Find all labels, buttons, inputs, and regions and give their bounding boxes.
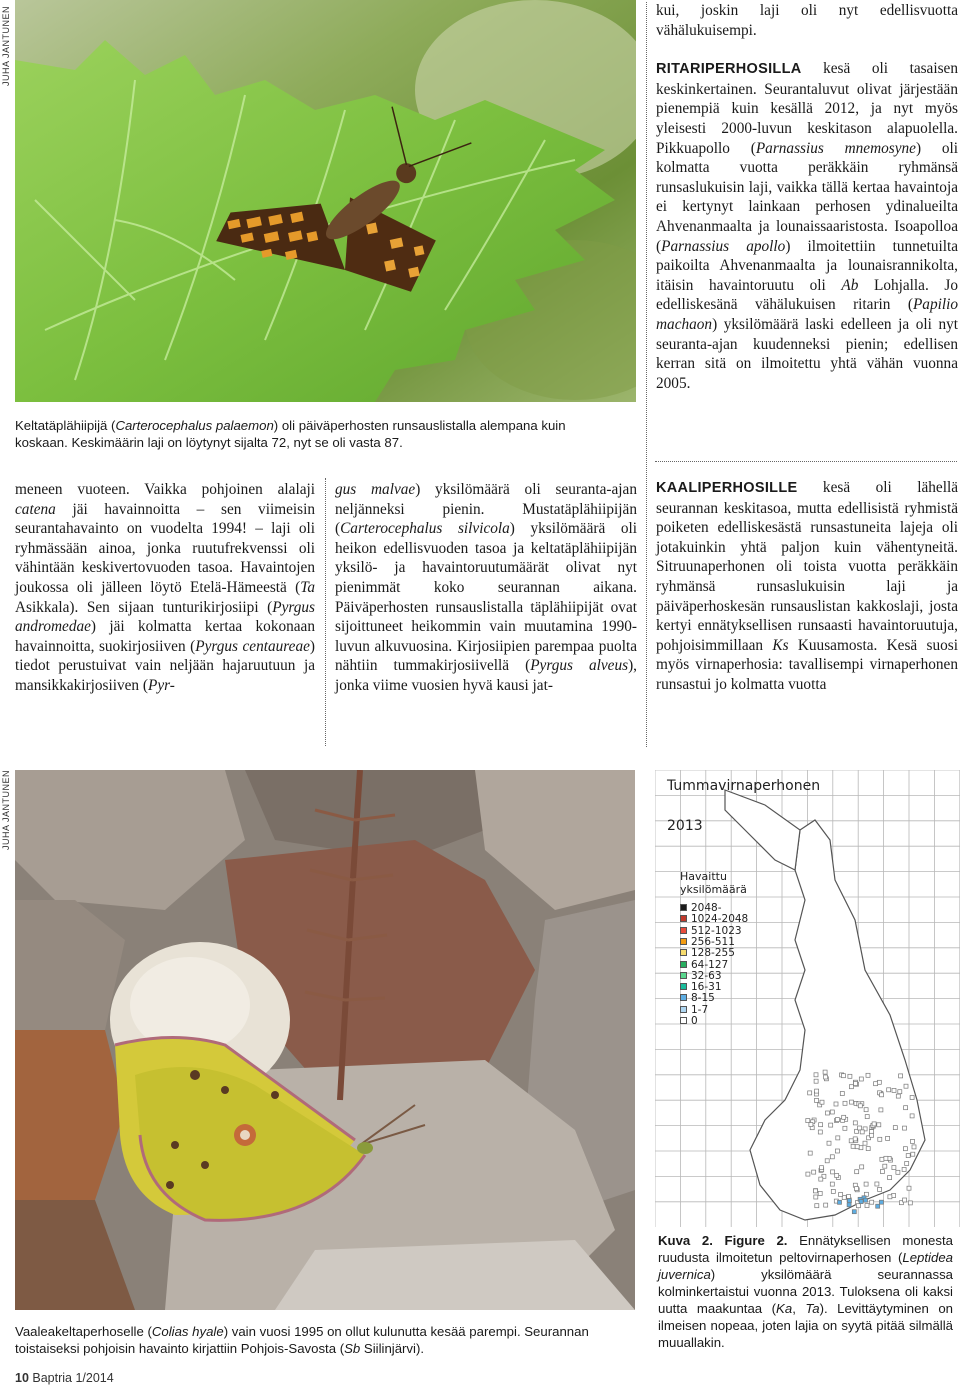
map-square bbox=[831, 1170, 835, 1174]
photo-yellow-butterfly-on-stones bbox=[15, 770, 635, 1310]
map-square bbox=[855, 1145, 859, 1149]
body-text: ) yksilömäärä oli heikon edellisvuoden tasoa ja keltatäplähiipijän yksilö- ja havaintoruutumäärät olivat nyt pienimmät koko seurannan aikana. Päiväperhosten runsauslistalla täplähiipijät ovat sijoittuneet heikommin vain muutamina 1990-luvun alkuvuosina. Kirjosiipien parempaa puolta nähtiin tummakirjosiivellä ( bbox=[335, 520, 637, 675]
latin-name: Parnassius apollo bbox=[661, 237, 786, 255]
map-square bbox=[820, 1100, 824, 1104]
figure-label: Kuva 2. Figure 2. bbox=[658, 1233, 788, 1248]
legend-swatch bbox=[680, 915, 687, 922]
photo-credit-top: JUHA JANTUNEN bbox=[1, 5, 11, 86]
map-square bbox=[853, 1137, 857, 1141]
region-abbr: Ta bbox=[300, 578, 315, 596]
map-square bbox=[866, 1147, 870, 1151]
map-square bbox=[896, 1170, 900, 1174]
map-square bbox=[910, 1114, 914, 1118]
map-square bbox=[912, 1145, 916, 1149]
map-square bbox=[842, 1115, 846, 1119]
caption-latin-name: Colias hyale bbox=[151, 1324, 224, 1339]
map-square bbox=[855, 1187, 859, 1191]
map-square bbox=[814, 1195, 818, 1199]
legend-label: 512-1023 bbox=[691, 924, 742, 937]
map-square bbox=[888, 1195, 892, 1199]
map-square bbox=[864, 1182, 868, 1186]
paragraph: kui, joskin laji oli nyt edellisvuotta vähälukuisempi. bbox=[656, 2, 958, 39]
text-column-3 bbox=[656, 478, 958, 695]
map-square-observed bbox=[847, 1203, 851, 1207]
photo-credit-bottom: JUHA JANTUNEN bbox=[1, 769, 11, 850]
map-legend bbox=[680, 902, 790, 1032]
legend-label: 0 bbox=[691, 1015, 698, 1027]
map-square bbox=[875, 1182, 879, 1186]
map-square bbox=[872, 1122, 876, 1126]
body-text: ) ilmoitettiin tunnetuilta paikoilta Ahvenanmaalta ja lounaisrannikolta, itäisin havaintoruutu oli bbox=[656, 237, 959, 294]
map-square bbox=[884, 1156, 888, 1160]
caption-text: Ennätyksellisen monesta ruudusta ilmoitetun peltovirnaperhosen ( bbox=[658, 1233, 953, 1265]
paragraph-kaaliperhoset bbox=[656, 478, 958, 695]
map-square bbox=[858, 1104, 862, 1108]
latin-name: Papilio machaon bbox=[656, 296, 958, 333]
body-text: ) yksilömäärä oli seuranta-ajan neljänneksi pienin. Mustatäplähiipijän ( bbox=[335, 481, 637, 538]
map-square bbox=[827, 1141, 831, 1145]
map-square bbox=[863, 1141, 867, 1145]
legend-swatch bbox=[680, 1006, 687, 1013]
caption-text: , bbox=[792, 1301, 806, 1316]
legend-swatch bbox=[680, 938, 687, 945]
paragraph-ritariperhoset bbox=[656, 59, 958, 393]
latin-name: Pyrgus alveus bbox=[530, 657, 629, 675]
map-square-observed bbox=[879, 1200, 883, 1204]
figure-caption bbox=[658, 1232, 953, 1351]
caption-text: Siilinjärvi). bbox=[360, 1341, 425, 1356]
map-square bbox=[907, 1186, 911, 1190]
map-square bbox=[883, 1164, 887, 1168]
map-square-observed bbox=[876, 1204, 880, 1208]
map-square bbox=[808, 1091, 812, 1095]
map-square bbox=[903, 1126, 907, 1130]
latin-name: gus malvae bbox=[335, 481, 416, 498]
body-text: kesä oli tasaisen keskinkertainen. Seurantaluvut olivat järjestään pienempiä kuin kesällä 2012, ja nyt myös yleisesti 2000-luvun keskitason alapuolella. Pikkuapollo ( bbox=[656, 60, 958, 157]
map-square bbox=[910, 1096, 914, 1100]
latin-name: Pyrgus centaureae bbox=[195, 637, 310, 655]
caption-region-abbr: Ta bbox=[805, 1301, 820, 1316]
map-square bbox=[830, 1110, 834, 1114]
map-square bbox=[824, 1075, 828, 1079]
map-square bbox=[820, 1166, 824, 1170]
map-square bbox=[849, 1085, 853, 1089]
map-square bbox=[870, 1200, 874, 1204]
map-square bbox=[904, 1084, 908, 1088]
map-square bbox=[814, 1189, 818, 1193]
map-square bbox=[814, 1079, 818, 1083]
map-square bbox=[880, 1170, 884, 1174]
caption-text: ) vain vuosi 1995 on ollut kulunutta kesää parempi. Seurannan toistaiseksi pohjoisin havainto kirjattiin Pohjois-Savosta ( bbox=[15, 1324, 589, 1356]
map-square bbox=[858, 1126, 862, 1130]
text-column-1 bbox=[15, 480, 315, 696]
map-square bbox=[823, 1070, 827, 1074]
section-divider bbox=[655, 461, 957, 462]
latin-name: Pyr- bbox=[147, 676, 175, 694]
journal-name: Baptria 1/2014 bbox=[32, 1371, 114, 1385]
map-square bbox=[887, 1088, 891, 1092]
caption-latin-name: Carterocephalus palaemon bbox=[115, 418, 274, 433]
map-square bbox=[864, 1108, 868, 1112]
caption-text: ) oli päiväperhosten runsauslistalla alempana kuin koskaan. Keskimäärin laji on löytynyt sijalta 72, nyt se oli vasta 87. bbox=[15, 418, 566, 450]
map-square bbox=[835, 1174, 839, 1178]
body-text: Lohjalla. Jo edelliskesänä vähälukuisen ritarin ( bbox=[656, 276, 958, 314]
legend-swatch bbox=[680, 961, 687, 968]
map-square bbox=[905, 1162, 909, 1166]
map-square bbox=[825, 1159, 829, 1163]
section-lead: RITARIPERHOSILLA bbox=[656, 61, 802, 78]
latin-name: catena bbox=[15, 500, 56, 518]
map-square bbox=[835, 1149, 839, 1153]
map-square bbox=[865, 1204, 869, 1208]
legend-label: 8-15 bbox=[691, 992, 715, 1005]
map-square-observed bbox=[847, 1199, 851, 1203]
latin-name: Carterocephalus silvicola bbox=[340, 520, 510, 538]
map-square bbox=[856, 1204, 860, 1208]
paragraph bbox=[335, 480, 637, 696]
caption-latin-name: Leptidea juvernica bbox=[658, 1250, 953, 1282]
map-square-observed bbox=[864, 1198, 868, 1202]
map-square-observed bbox=[859, 1200, 863, 1204]
map-square bbox=[859, 1077, 863, 1081]
map-square bbox=[893, 1126, 897, 1130]
map-square bbox=[855, 1170, 859, 1174]
map-square bbox=[815, 1089, 819, 1093]
body-text: Asikkala). Sen sijaan tunturikirjosiipi ( bbox=[15, 598, 273, 616]
legend-label: 32-63 bbox=[691, 969, 722, 982]
map-square bbox=[911, 1139, 915, 1143]
map-square bbox=[830, 1182, 834, 1186]
page-footer bbox=[15, 1371, 114, 1385]
legend-label: 1024-2048 bbox=[691, 913, 749, 926]
map-square bbox=[836, 1136, 840, 1140]
map-square bbox=[892, 1088, 896, 1092]
map-title: Tummavirnaperhonen bbox=[667, 778, 821, 794]
map-square bbox=[840, 1092, 844, 1096]
map-square bbox=[866, 1073, 870, 1077]
map-square bbox=[843, 1101, 847, 1105]
map-square bbox=[898, 1090, 902, 1094]
page-number: 10 bbox=[15, 1371, 29, 1385]
map-square bbox=[878, 1137, 882, 1141]
body-text: ) yksilömäärä laski edelleen ja oli nyt seuranta-ajan kuudenneksi pienin; edellisen kerran sitä on ilmoitettu yhtä vähän vuonna 2005. bbox=[656, 315, 958, 392]
map-square bbox=[903, 1198, 907, 1202]
photo-caption-top bbox=[15, 417, 620, 451]
legend-swatch bbox=[680, 983, 687, 990]
body-text: meneen vuoteen. Vaikka pohjoinen alalaji bbox=[15, 481, 315, 498]
map-square bbox=[814, 1073, 818, 1077]
map-square bbox=[880, 1157, 884, 1161]
body-text: ) jäi kolmatta kertaa kokonaan havainnoitta, suokirjosiiven ( bbox=[15, 618, 315, 655]
photo-caption-bottom bbox=[15, 1323, 635, 1357]
text-column-2 bbox=[335, 480, 637, 696]
section-lead: KAALIPERHOSILLE bbox=[656, 480, 798, 496]
map-square bbox=[906, 1154, 910, 1158]
map-square bbox=[841, 1074, 845, 1078]
body-text: ) tiedot perustuivat vain neljään hajaruutuun ja mansikkakirjosiiven ( bbox=[15, 637, 316, 694]
map-square bbox=[850, 1100, 854, 1104]
map-square bbox=[865, 1115, 869, 1119]
legend-label: 64-127 bbox=[691, 958, 729, 971]
legend-swatch bbox=[680, 972, 687, 979]
map-square bbox=[824, 1203, 828, 1207]
legend-label: 1-7 bbox=[691, 1003, 709, 1016]
text-column-right-top bbox=[656, 1, 958, 393]
caption-text: ) yksilömäärä seurannassa kolminkertaistui vuonna 2013. Tuloksena oli kaksi uutta maakuntaa ( bbox=[658, 1267, 953, 1316]
map-square bbox=[806, 1119, 810, 1123]
body-text: ) oli kolmatta vuotta peräkkäin ryhmänsä runsaslukuisin laji, vaikka tällä kertaa havaintoja ei kertynyt lainkaan perhosen ydinalueilta Ahvenanmaalta ja lounaissaaristosta. Isoapolloa ( bbox=[656, 139, 959, 255]
map-square bbox=[911, 1152, 915, 1156]
legend-label: 16-31 bbox=[691, 981, 722, 994]
legend-swatch bbox=[680, 1017, 687, 1024]
caption-region-abbr: Sb bbox=[344, 1341, 361, 1356]
map-square bbox=[853, 1121, 857, 1125]
map-square bbox=[818, 1130, 822, 1134]
caption-text: Keltatäplähiipijä ( bbox=[15, 418, 116, 433]
legend-swatch bbox=[680, 994, 687, 1001]
map-square bbox=[878, 1187, 882, 1191]
region-abbr: Ks bbox=[772, 636, 789, 654]
map-square bbox=[812, 1170, 816, 1174]
map-square bbox=[880, 1093, 884, 1097]
map-square bbox=[886, 1136, 890, 1140]
map-square bbox=[849, 1139, 853, 1143]
legend-label: 256-511 bbox=[691, 935, 735, 948]
paragraph bbox=[15, 480, 315, 696]
body-text: kesä oli lähellä seurannan keskitasoa, mutta edellisistä ryhmistä poiketen edelliskesästä runsastuneita lajeja oli jotakuinkin yhtä paljon kuin vähentyneitä. Sitruunaperhonen oli toista vuotta peräkkäin ryhmänsä runsaslukuisin laji ja päiväperhoskesän runsauslistan kakkoslaji, josta kertyi ennätyksellisen runsaasti havaintoruutuja, pohjoisimmillaan bbox=[656, 479, 958, 654]
legend-swatch bbox=[680, 927, 687, 934]
map-square bbox=[809, 1123, 813, 1127]
map-square bbox=[808, 1151, 812, 1155]
latin-name: Parnassius mnemosyne bbox=[755, 139, 916, 157]
body-text: jäi havainnoitta – sen viimeisin seurantahavainto on vuodelta 1994! – laji oli ryhmässään ainoa, jonka ruutufrekvenssi oli vähintään keskivertovuoden tasoa. Havaintojen joukossa oli jälleen löytö Etelä-Hämeestä ( bbox=[15, 500, 315, 596]
map-square bbox=[892, 1166, 896, 1170]
map-square bbox=[839, 1193, 843, 1197]
map-square bbox=[818, 1191, 822, 1195]
map-square bbox=[874, 1082, 878, 1086]
map-square bbox=[806, 1172, 810, 1176]
legend-swatch bbox=[680, 949, 687, 956]
photo-skipper-on-leaf bbox=[15, 0, 636, 402]
map-square bbox=[819, 1177, 823, 1181]
map-square bbox=[899, 1074, 903, 1078]
map-square bbox=[826, 1111, 830, 1115]
map-square bbox=[870, 1133, 874, 1137]
map-year: 2013 bbox=[667, 818, 703, 834]
caption-text: Vaaleakeltaperhoselle ( bbox=[15, 1324, 152, 1339]
body-text: ), jonka viime vuosien hyvä kausi jat- bbox=[335, 657, 637, 694]
region-abbr: Ab bbox=[841, 276, 859, 294]
map-square bbox=[847, 1195, 851, 1199]
map-square bbox=[904, 1106, 908, 1110]
map-square bbox=[902, 1167, 906, 1171]
caption-text: ). Levittäytyminen on ilmeisen nopeaa, joten lajia on syytä pitää silmällä muuallakin. bbox=[658, 1301, 953, 1350]
legend-label: 128-255 bbox=[691, 947, 735, 960]
map-square bbox=[851, 1144, 855, 1148]
column-divider bbox=[325, 478, 326, 746]
body-text: Kuusamosta. Kesä suosi myös virnaperhosia: tavallisempi virnaperhonen runsastui jo kolmatta vuotta bbox=[656, 636, 958, 693]
map-square bbox=[903, 1147, 907, 1151]
map-square bbox=[815, 1204, 819, 1208]
map-square bbox=[831, 1189, 835, 1193]
map-square bbox=[879, 1108, 883, 1112]
map-square bbox=[854, 1082, 858, 1086]
map-square bbox=[815, 1098, 819, 1102]
map-square-observed bbox=[852, 1210, 856, 1214]
map-square bbox=[848, 1074, 852, 1078]
column-divider bbox=[646, 2, 647, 747]
map-square-observed bbox=[838, 1200, 842, 1204]
map-square bbox=[830, 1155, 834, 1159]
map-square bbox=[860, 1130, 864, 1134]
legend-title: Havaittu yksilömäärä bbox=[680, 870, 747, 896]
map-square bbox=[908, 1201, 912, 1205]
legend-swatch bbox=[680, 904, 687, 911]
map-square bbox=[860, 1165, 864, 1169]
map-square bbox=[843, 1126, 847, 1130]
map-square bbox=[834, 1102, 838, 1106]
latin-name: Pyrgus andromedae bbox=[15, 598, 315, 636]
map-square bbox=[819, 1123, 823, 1127]
map-square bbox=[877, 1123, 881, 1127]
map-square bbox=[829, 1123, 833, 1127]
caption-region-abbr: Ka bbox=[776, 1301, 793, 1316]
map-square bbox=[888, 1176, 892, 1180]
distribution-map bbox=[655, 770, 960, 1227]
map-square bbox=[896, 1094, 900, 1098]
legend-label: 2048- bbox=[691, 902, 722, 914]
map-square bbox=[835, 1118, 839, 1122]
